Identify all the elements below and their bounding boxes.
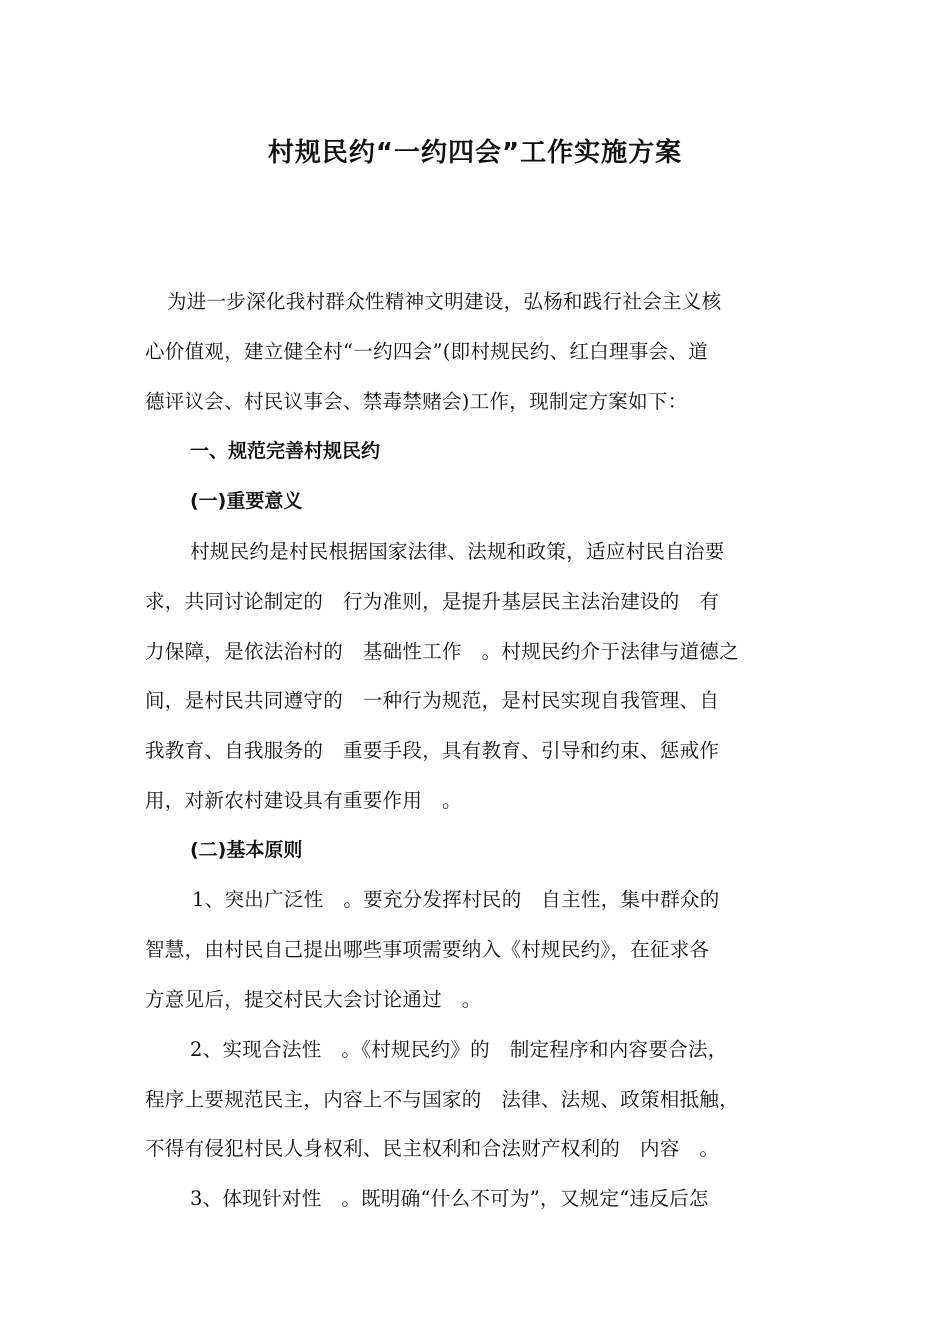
document-title: 村规民约“一约四会”工作实施方案	[267, 138, 683, 168]
subsection-heading-2: (二)基本原则	[190, 839, 303, 861]
principle-1-line: 1、突出广泛性 。要充分发挥村民的 自主性，集中群众的	[192, 888, 720, 911]
body-line: 用，对新农村建设具有重要作用 。	[145, 789, 462, 812]
body-line: 村规民约是村民根据国家法律、法规和政策，适应村民自治要	[190, 540, 725, 563]
body-line: 求，共同讨论制定的 行为准则，是提升基层民主法治建设的 有	[145, 590, 720, 613]
body-line: 我教育、自我服务的 重要手段，具有教育、引导和约束、惩戒作	[145, 739, 720, 762]
subsection-heading-1: (一)重要意义	[190, 490, 303, 512]
principle-2-line: 2、实现合法性 。《村规民约》的 制定程序和内容要合法，	[190, 1038, 728, 1061]
section-heading-1: 一、规范完善村规民约	[190, 440, 381, 462]
body-line: 力保障，是依法治村的 基础性工作 。村规民约介于法律与道德之	[145, 640, 740, 663]
intro-line-1: 为进一步深化我村群众性精神文明建设，弘杨和践行社会主义核	[167, 290, 722, 313]
intro-line-3: 德评议会、村民议事会、禁毒禁赌会)工作，现制定方案如下：	[145, 390, 688, 413]
principle-1-line: 智慧，由村民自己提出哪些事项需要纳入《村规民约》，在征求各	[145, 938, 710, 961]
intro-line-2: 心价值观，建立健全村“一约四会”(即村规民约、红白理事会、道	[145, 340, 709, 363]
principle-3-line: 3、体现针对性 。既明确“什么不可为”，又规定“违反后怎	[190, 1187, 709, 1210]
principle-1-line: 方意见后，提交村民大会讨论通过 。	[145, 988, 482, 1011]
principle-2-line: 不得有侵犯村民人身权利、民主权利和合法财产权利的 内容 。	[145, 1137, 720, 1160]
principle-2-line: 程序上要规范民主，内容上不与国家的 法律、法规、政策相抵触，	[145, 1088, 740, 1111]
body-line: 间，是村民共同遵守的 一种行为规范，是村民实现自我管理、自	[145, 689, 720, 712]
